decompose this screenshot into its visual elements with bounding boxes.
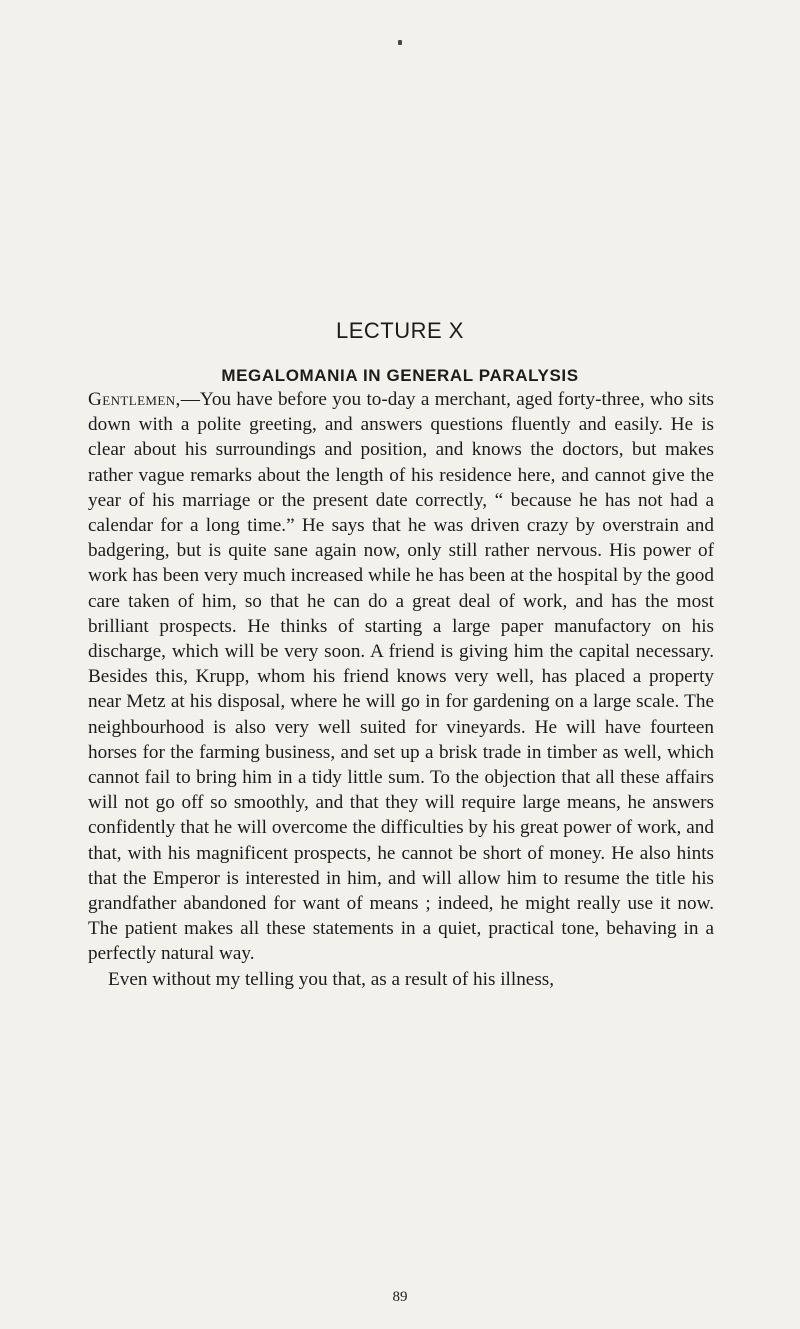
paragraph-1-text: —You have before you to-day a merchant, aged forty-three, who sits down with a polite greeting, and answers questions fluently and easily. He is clear about his surroundings and position, and knows the doctors, but makes rather vague remarks about the length of his residence here, and cannot give the year of his marriage or the present date correctly, “ because he has not had a calendar for a long time.” He says that he was driven crazy by overstrain and badgering, but is quite sane again now, only still rather nervous. His power of work has been very much increased while he has been at the hospital by the good care taken of him, so that he can do a great deal of work, and has the most brilliant prospects. He thinks of starting a large paper manufactory on his discharge, which will be very soon. A friend is giving him the capital necessary. Besides this, Krupp, whom his friend knows very well, has placed a property near Metz at his disposal, where he will go in for gardening on a large scale. The neighbourhood is also very well suited for vineyards. He will have fourteen horses for the farming business, and set up a brisk trade in timber as well, which cannot fail to bring him in a tidy little sum. To the objection that all these affairs will not go off so smoothly, and that they will require large means, he answers confidently that he will overcome the difficulties by his great power of work, and that, with his magnificent prospects, he cannot be short of money. He also hints that the Emperor is interested in him, and will allow him to resume the title his grandfather abandoned for want of means ; indeed, he might really use it now. The patient makes all these statements in a quiet, practical tone, behaving in a perfectly natural way. xyxy=(88,389,714,965)
salutation: Gentlemen, xyxy=(88,389,181,410)
paragraph-2: Even without my telling you that, as a result of his illness, xyxy=(108,968,555,990)
page-number: 89 xyxy=(392,1289,408,1305)
ink-speck xyxy=(398,40,402,45)
lecture-title: LECTURE X xyxy=(336,318,464,343)
chapter-title: MEGALOMANIA IN GENERAL PARALYSIS xyxy=(221,366,579,385)
body-text xyxy=(88,387,714,992)
paragraph-1 xyxy=(88,387,714,967)
